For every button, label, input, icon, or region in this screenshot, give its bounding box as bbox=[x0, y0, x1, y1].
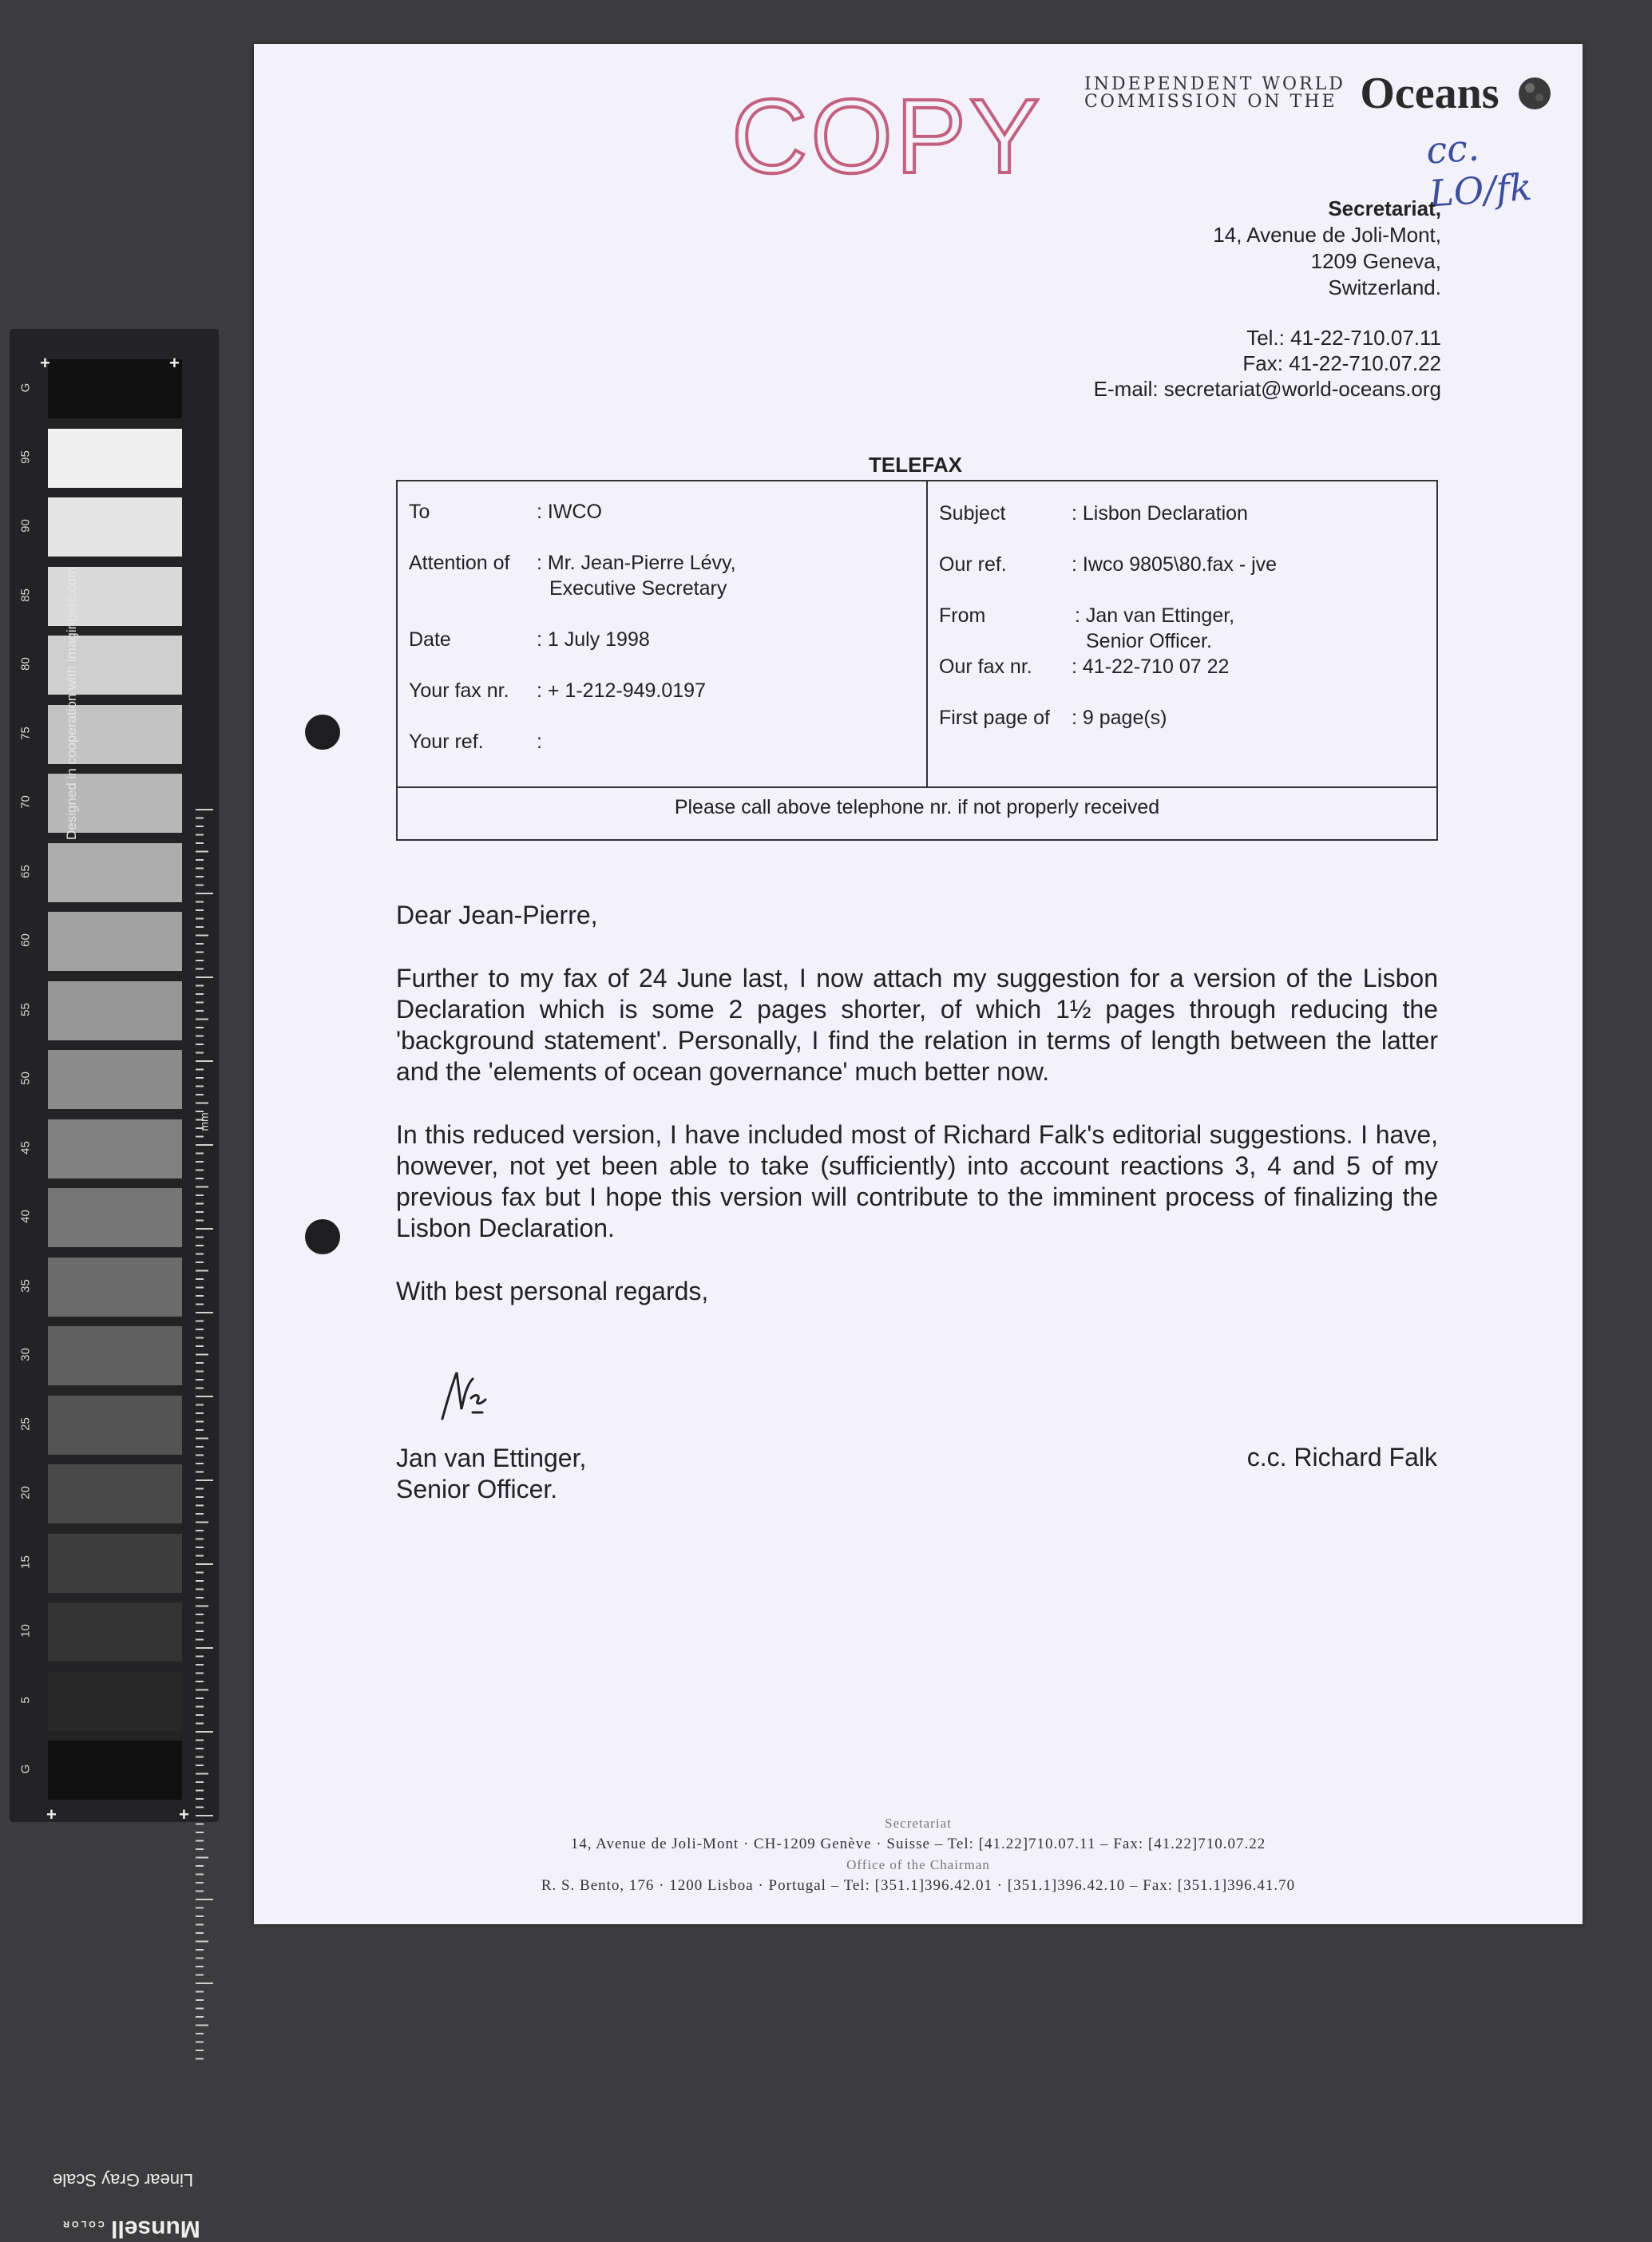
gray-scale-number: 30 bbox=[18, 1348, 33, 1361]
field-value: : 9 page(s) bbox=[1072, 707, 1167, 729]
fax-page bbox=[254, 44, 1583, 1924]
plus-mark: + bbox=[169, 353, 180, 373]
paragraph-2: In this reduced version, I have included most of Richard Falk's editorial suggestions. I have, however, not yet been able to take (sufficiently) into account reactions 3, 4 and 5 of my previous fax but I hope this version will contribute to the imminent process of finalizing the Lisbon Declaration. bbox=[396, 1120, 1438, 1242]
plus-mark: + bbox=[179, 1804, 189, 1824]
field-value: : Iwco 9805\80.fax - jve bbox=[1072, 553, 1278, 576]
gray-patch bbox=[48, 429, 182, 488]
gray-scale-number: 10 bbox=[18, 1624, 33, 1638]
contact-info bbox=[1094, 325, 1441, 402]
gray-patch bbox=[48, 1258, 182, 1317]
fax-footer-note: Please call above telephone nr. if not properly received bbox=[674, 796, 1160, 818]
gray-patch bbox=[48, 1602, 182, 1662]
fax-header-table bbox=[396, 480, 1438, 841]
field-label: Our fax nr. bbox=[939, 656, 1032, 678]
field-value: : bbox=[537, 731, 542, 753]
field-value-line2: Senior Officer. bbox=[1086, 630, 1212, 652]
footer-label-chairman: Office of the Chairman bbox=[846, 1857, 990, 1872]
field-value: : 41-22-710 07 22 bbox=[1072, 656, 1230, 678]
sender-block bbox=[396, 1443, 586, 1505]
cc-line: c.c. Richard Falk bbox=[1246, 1443, 1437, 1472]
field-label: From bbox=[939, 604, 986, 627]
munsell-logo-sub: COLOR bbox=[61, 2219, 105, 2228]
field-value: : IWCO bbox=[537, 501, 602, 523]
closing: With best personal regards, bbox=[396, 1277, 709, 1305]
field-value: : Mr. Jean-Pierre Lévy, bbox=[537, 552, 736, 574]
gray-patch bbox=[48, 1464, 182, 1523]
handwritten-cc-note: cc. LO/fk bbox=[1424, 125, 1534, 216]
logo-oceans-text: Oceans bbox=[1360, 69, 1499, 118]
sender-title: Senior Officer. bbox=[396, 1475, 558, 1503]
contact-email: E-mail: secretariat@world-oceans.org bbox=[1093, 377, 1441, 401]
address-street: 14, Avenue de Joli-Mont, bbox=[1213, 223, 1441, 247]
gray-scale-number: 15 bbox=[18, 1555, 33, 1569]
telefax-title: TELEFAX bbox=[869, 453, 963, 477]
field-label: Your ref. bbox=[409, 731, 484, 753]
punch-hole bbox=[305, 715, 340, 750]
plus-mark: + bbox=[46, 1804, 57, 1824]
footer-address-lisbon: R. S. Bento, 176 · 1200 Lisboa · Portugal – Tel: [351.1]396.42.01 · [351.1]396.42.10 – Fax: [351.1]396.41.70 bbox=[541, 1877, 1296, 1894]
strip-credit-text: Designed in cooperation with imagingetc.com bbox=[64, 566, 79, 840]
munsell-logo bbox=[61, 2215, 200, 2242]
gray-patch bbox=[48, 1396, 182, 1455]
secretariat-address bbox=[1213, 196, 1441, 301]
gray-scale-number: 20 bbox=[18, 1486, 33, 1499]
field-label: Your fax nr. bbox=[409, 679, 509, 702]
field-label: First page of bbox=[939, 707, 1050, 729]
field-value: : Lisbon Declaration bbox=[1072, 502, 1248, 525]
address-name: Secretariat, bbox=[1328, 196, 1441, 220]
gray-patch bbox=[48, 912, 182, 971]
contact-fax: Fax: 41-22-710.07.22 bbox=[1242, 351, 1441, 375]
field-value: : 1 July 1998 bbox=[537, 628, 650, 651]
logo-small-text bbox=[1084, 76, 1345, 111]
paragraph-1: Further to my fax of 24 June last, I now attach my suggestion for a version of the Lisbon Declaration which is some 2 pages shorter, of which 1½ pages through reducing the 'background statement'. Personally, I find the relation in terms of length between the latter and the 'elements of ocean governance' much better now. bbox=[396, 964, 1438, 1086]
field-value: : Jan van Ettinger, bbox=[1075, 604, 1235, 627]
letterhead-footer bbox=[254, 1815, 1583, 1898]
gray-scale-number: 75 bbox=[18, 726, 33, 740]
field-label: To bbox=[409, 501, 430, 523]
table-divider bbox=[926, 481, 928, 786]
gray-patch bbox=[48, 1672, 182, 1731]
gray-scale-number: 40 bbox=[18, 1210, 33, 1223]
gray-scale-number: 90 bbox=[18, 519, 33, 533]
commission-logo bbox=[1084, 68, 1552, 119]
gray-scale-number: 85 bbox=[18, 588, 33, 602]
gray-patch bbox=[48, 1050, 182, 1109]
field-label: Our ref. bbox=[939, 553, 1007, 576]
gray-patch bbox=[48, 1326, 182, 1385]
address-country: Switzerland. bbox=[1328, 275, 1441, 299]
globe-icon bbox=[1517, 76, 1552, 111]
gray-scale-number: 35 bbox=[18, 1278, 33, 1293]
footer-label-secretariat: Secretariat bbox=[885, 1816, 952, 1831]
letter-body bbox=[396, 900, 1438, 1339]
field-label: Subject bbox=[939, 502, 1006, 525]
logo-line-2: COMMISSION ON THE bbox=[1084, 92, 1337, 112]
signature bbox=[436, 1361, 508, 1433]
footer-address-geneva: 14, Avenue de Joli-Mont · CH-1209 Genève · Suisse – Tel: [41.22]710.07.11 – Fax: [41.22]710.07.22 bbox=[570, 1836, 1266, 1852]
sender-name: Jan van Ettinger, bbox=[396, 1444, 587, 1472]
copy-stamp: COPY bbox=[731, 77, 1044, 195]
table-divider bbox=[398, 786, 1436, 788]
gray-scale-number: 60 bbox=[18, 933, 33, 947]
gray-scale-number: 25 bbox=[18, 1416, 33, 1431]
gray-scale-strip bbox=[10, 329, 219, 2242]
gray-patch bbox=[48, 1119, 182, 1178]
ruler-unit: mm bbox=[197, 1112, 211, 1131]
gray-scale-number: 50 bbox=[18, 1071, 33, 1085]
field-value-line2: Executive Secretary bbox=[549, 577, 727, 600]
strip-title: Linear Gray Scale bbox=[53, 2170, 194, 2190]
gray-patch bbox=[48, 1741, 182, 1800]
punch-hole bbox=[305, 1219, 340, 1254]
gray-scale-number: G bbox=[18, 382, 33, 393]
field-label: Attention of bbox=[409, 552, 510, 574]
address-city: 1209 Geneva, bbox=[1310, 249, 1441, 273]
field-label: Date bbox=[409, 628, 451, 651]
gray-scale-number: 95 bbox=[18, 450, 33, 464]
gray-scale-number: 55 bbox=[18, 1002, 33, 1016]
contact-tel: Tel.: 41-22-710.07.11 bbox=[1246, 326, 1441, 350]
gray-patch bbox=[48, 1534, 182, 1593]
logo-line-1: INDEPENDENT WORLD bbox=[1084, 74, 1345, 94]
gray-scale-number: 80 bbox=[18, 657, 33, 671]
gray-patch bbox=[48, 1188, 182, 1247]
salutation: Dear Jean-Pierre, bbox=[396, 901, 598, 929]
gray-scale-number: G bbox=[18, 1764, 33, 1774]
gray-scale-number: 45 bbox=[18, 1140, 33, 1155]
gray-patch bbox=[48, 843, 182, 902]
gray-scale-number: 65 bbox=[18, 864, 33, 878]
gray-patch bbox=[48, 981, 182, 1040]
gray-patch bbox=[48, 359, 182, 418]
gray-scale-number: 70 bbox=[18, 795, 33, 809]
gray-scale-number: 5 bbox=[18, 1696, 33, 1704]
mm-ruler bbox=[196, 808, 216, 2086]
field-value: : + 1-212-949.0197 bbox=[537, 679, 706, 702]
munsell-logo-text: Munsell bbox=[111, 2216, 200, 2242]
plus-mark: + bbox=[40, 353, 50, 373]
